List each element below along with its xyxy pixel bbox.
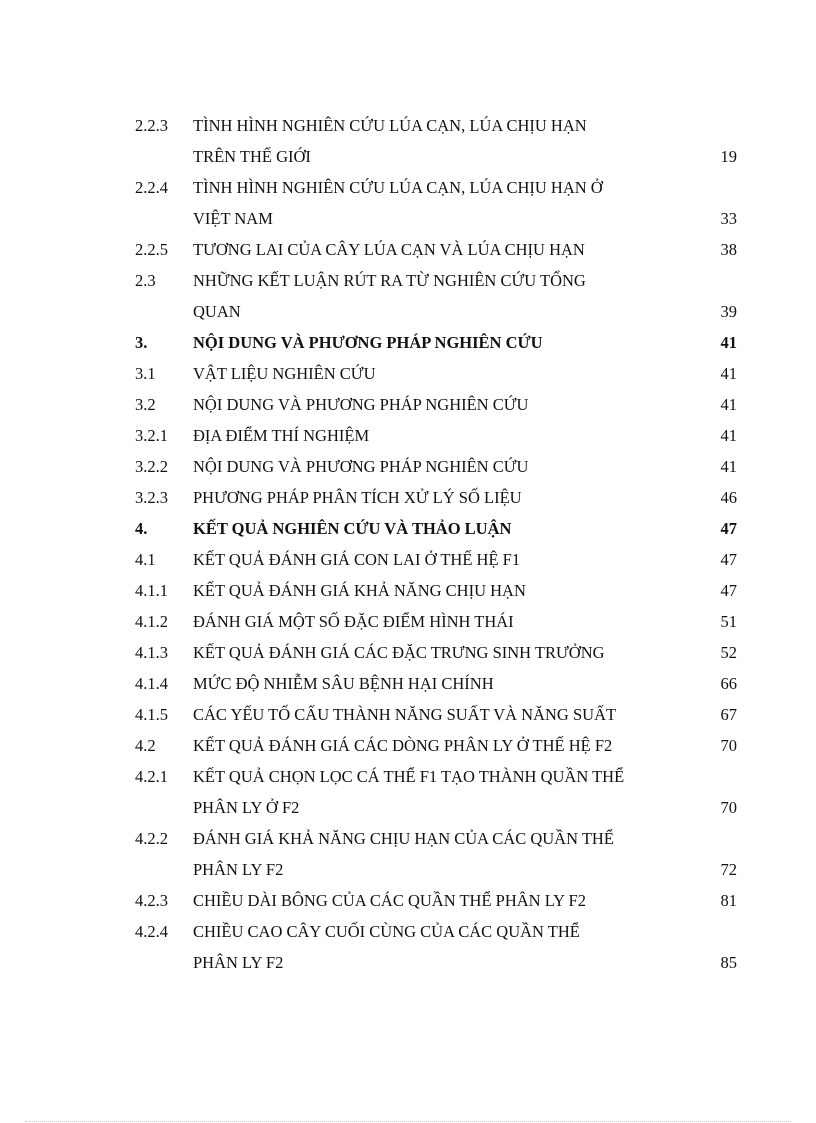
toc-line	[135, 730, 740, 761]
toc-line	[135, 234, 740, 265]
toc-chapter-line	[135, 327, 740, 358]
toc-line	[135, 420, 740, 451]
page-number: 41	[720, 333, 737, 352]
section-title: CHIỀU DÀI BÔNG CỦA CÁC QUẦN THỂ PHÂN LY F2	[193, 891, 586, 910]
section-title: KẾT QUẢ ĐÁNH GIÁ KHẢ NĂNG CHỊU HẠN	[193, 581, 526, 600]
page-number: 70	[720, 736, 737, 755]
toc-line	[135, 265, 740, 296]
toc-line	[135, 141, 740, 172]
section-title: PHÂN LY Ở F2	[193, 798, 300, 817]
page-number: 41	[720, 395, 737, 414]
section-title: TƯƠNG LAI CỦA CÂY LÚA CẠN VÀ LÚA CHỊU HẠN	[193, 240, 585, 259]
section-number: 4.1.4	[135, 674, 168, 693]
section-number: 3.1	[135, 364, 156, 383]
section-number: 3.2.3	[135, 488, 168, 507]
toc-line	[135, 544, 740, 575]
section-title: MỨC ĐỘ NHIỄM SÂU BỆNH HẠI CHÍNH	[193, 674, 494, 693]
section-title: NHỮNG KẾT LUẬN RÚT RA TỪ NGHIÊN CỨU TỔNG	[193, 271, 586, 290]
page-number: 19	[720, 147, 737, 166]
page-number: 47	[720, 550, 737, 569]
section-number: 4.2.1	[135, 767, 168, 786]
section-number: 2.3	[135, 271, 156, 290]
toc-line	[135, 296, 740, 327]
table-of-contents	[135, 110, 740, 978]
section-number: 3.2.2	[135, 457, 168, 476]
page-number: 38	[720, 240, 737, 259]
section-number: 3.	[135, 333, 148, 352]
section-title: KẾT QUẢ ĐÁNH GIÁ CÁC ĐẶC TRƯNG SINH TRƯỞNG	[193, 643, 605, 662]
section-number: 4.1.3	[135, 643, 168, 662]
page-number: 41	[720, 426, 737, 445]
toc-line	[135, 606, 740, 637]
section-number: 4.	[135, 519, 148, 538]
toc-chapter-line	[135, 513, 740, 544]
page-number: 47	[720, 519, 737, 538]
page-number: 72	[720, 860, 737, 879]
toc-line	[135, 823, 740, 854]
section-number: 4.2.2	[135, 829, 168, 848]
toc-line	[135, 916, 740, 947]
toc-line	[135, 203, 740, 234]
section-title: VẬT LIỆU NGHIÊN CỨU	[193, 364, 376, 383]
section-title: TÌNH HÌNH NGHIÊN CỨU LÚA CẠN, LÚA CHỊU HẠN	[193, 116, 587, 135]
toc-line	[135, 668, 740, 699]
page-number: 41	[720, 457, 737, 476]
toc-line	[135, 792, 740, 823]
page-number: 66	[720, 674, 737, 693]
section-number: 2.2.5	[135, 240, 168, 259]
section-title: NỘI DUNG VÀ PHƯƠNG PHÁP NGHIÊN CỨU	[193, 395, 529, 414]
page-number: 39	[720, 302, 737, 321]
section-title: PHÂN LY F2	[193, 953, 284, 972]
toc-line	[135, 761, 740, 792]
section-title: KẾT QUẢ ĐÁNH GIÁ CON LAI Ở THẾ HỆ F1	[193, 550, 521, 569]
section-number: 4.1	[135, 550, 156, 569]
section-title: PHÂN LY F2	[193, 860, 284, 879]
section-title: KẾT QUẢ CHỌN LỌC CÁ THỂ F1 TẠO THÀNH QUẦN THỂ	[193, 767, 625, 786]
section-number: 4.2	[135, 736, 156, 755]
page-number: 85	[720, 953, 737, 972]
section-title: VIỆT NAM	[193, 209, 273, 228]
section-number: 3.2	[135, 395, 156, 414]
toc-line	[135, 637, 740, 668]
toc-line	[135, 575, 740, 606]
section-number: 2.2.4	[135, 178, 168, 197]
section-title: PHƯƠNG PHÁP PHÂN TÍCH XỬ LÝ SỐ LIỆU	[193, 488, 522, 507]
page-number: 47	[720, 581, 737, 600]
page-number: 81	[720, 891, 737, 910]
section-title: QUAN	[193, 302, 241, 321]
page-number: 52	[720, 643, 737, 662]
section-title: ĐÁNH GIÁ MỘT SỐ ĐẶC ĐIỂM HÌNH THÁI	[193, 612, 514, 631]
section-title: KẾT QUẢ NGHIÊN CỨU VÀ THẢO LUẬN	[193, 519, 512, 538]
toc-line	[135, 854, 740, 885]
page-footer-divider	[25, 1121, 791, 1122]
page-number: 46	[720, 488, 737, 507]
section-title: CHIỀU CAO CÂY CUỐI CÙNG CỦA CÁC QUẦN THỂ	[193, 922, 580, 941]
section-title: TRÊN THẾ GIỚI	[193, 147, 311, 166]
section-title: NỘI DUNG VÀ PHƯƠNG PHÁP NGHIÊN CỨU	[193, 457, 529, 476]
toc-line	[135, 172, 740, 203]
section-number: 3.2.1	[135, 426, 168, 445]
section-number: 4.1.1	[135, 581, 168, 600]
section-title: ĐÁNH GIÁ KHẢ NĂNG CHỊU HẠN CỦA CÁC QUẦN THỂ	[193, 829, 614, 848]
section-number: 4.1.5	[135, 705, 168, 724]
page-number: 70	[720, 798, 737, 817]
toc-line	[135, 885, 740, 916]
section-number: 4.1.2	[135, 612, 168, 631]
section-title: CÁC YẾU TỐ CẤU THÀNH NĂNG SUẤT VÀ NĂNG SUẤT	[193, 705, 617, 724]
toc-line	[135, 110, 740, 141]
toc-line	[135, 947, 740, 978]
section-title: NỘI DUNG VÀ PHƯƠNG PHÁP NGHIÊN CỨU	[193, 333, 543, 352]
page-number: 67	[720, 705, 737, 724]
section-title: ĐỊA ĐIỂM THÍ NGHIỆM	[193, 426, 370, 445]
section-number: 2.2.3	[135, 116, 168, 135]
section-number: 4.2.4	[135, 922, 168, 941]
section-title: KẾT QUẢ ĐÁNH GIÁ CÁC DÒNG PHÂN LY Ở THẾ HỆ F2	[193, 736, 613, 755]
section-number: 4.2.3	[135, 891, 168, 910]
page-number: 51	[720, 612, 737, 631]
page-number: 41	[720, 364, 737, 383]
toc-line	[135, 482, 740, 513]
page-number: 33	[720, 209, 737, 228]
toc-line	[135, 699, 740, 730]
toc-line	[135, 358, 740, 389]
toc-line	[135, 451, 740, 482]
toc-line	[135, 389, 740, 420]
section-title: TÌNH HÌNH NGHIÊN CỨU LÚA CẠN, LÚA CHỊU HẠN Ở	[193, 178, 603, 197]
